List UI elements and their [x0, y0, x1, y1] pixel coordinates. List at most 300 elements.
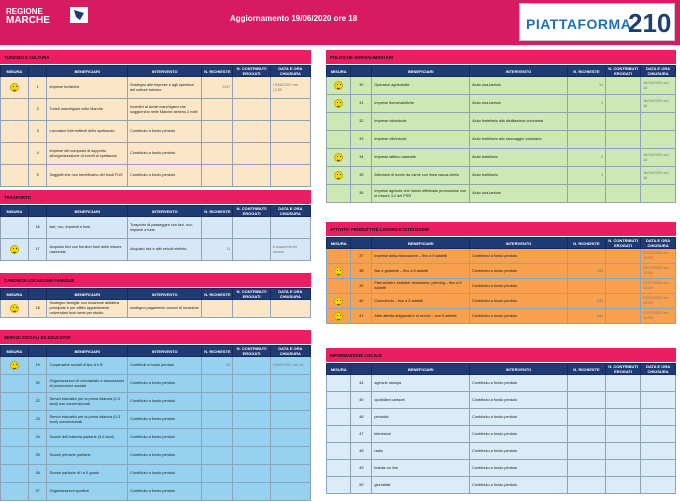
col-number-cell: 27: [28, 483, 47, 501]
col-richieste-cell: 3: [567, 167, 605, 185]
col-number-cell: 25: [28, 447, 47, 465]
col-intervento-cell: Aiuto una-tantum: [470, 95, 568, 113]
col-contributi-cell: [606, 294, 641, 309]
col-number-cell: 20: [28, 375, 47, 393]
col-contributi-cell: [606, 460, 641, 477]
col-beneficiari-cell: televisioni: [372, 426, 470, 443]
col-contributi-cell: [606, 77, 641, 95]
table-row: [1, 483, 311, 501]
col-contributi-cell: [233, 465, 270, 483]
logo-line-1: REGIONE: [6, 7, 43, 16]
col-contributi-cell: [233, 300, 270, 318]
col-misura-header: MISURA: [1, 66, 29, 77]
col-contributi-cell: [606, 392, 641, 409]
col-number-cell: 41: [351, 309, 372, 324]
header-bar: [0, 0, 680, 45]
col-contributi-cell: [606, 426, 641, 443]
smiley-icon: [334, 171, 343, 180]
col-misura-cell: [327, 185, 351, 203]
table-row: [327, 279, 676, 294]
col-misura-cell: [1, 483, 29, 501]
col-beneficiari-cell: giornalisti: [372, 477, 470, 494]
col-number-cell: 32: [351, 113, 372, 131]
col-intervento-cell: Contributo a fondo perduto: [470, 279, 568, 294]
section-turismo-cultura: [0, 50, 311, 182]
col-richieste-cell: [202, 447, 233, 465]
col-richieste-cell: [567, 113, 605, 131]
col-beneficiari-cell: Soggetti che non beneficiano dei fondi FUS: [47, 165, 128, 187]
table-row: [327, 95, 676, 113]
col-beneficiari-cell: Altre attività artigianali e di servizi – con 5 addetti: [372, 309, 470, 324]
col-data-cell: A esaurimento risorse: [270, 239, 310, 261]
col-intervento-cell: Contributo a fondo perduto: [128, 143, 202, 165]
col-beneficiari-cell: Imprese lattiero casearie: [372, 149, 470, 167]
measures-table: [0, 205, 311, 261]
col-intervento-cell: Aiuto forfettario: [470, 167, 568, 185]
smiley-icon: [334, 312, 343, 321]
region-emblem-icon: [70, 7, 88, 23]
col-richieste-cell: [567, 426, 605, 443]
col-contributi-cell: [233, 165, 270, 187]
col-beneficiari-cell: taxi, ncc, impianti a fune: [47, 217, 128, 239]
col-data-cell: [270, 465, 310, 483]
col-richieste-cell: [567, 185, 605, 203]
col-intervento-cell: Contributo a fondo perduto: [128, 165, 202, 187]
col-number-header: [351, 66, 372, 77]
col-misura-header: MISURA: [327, 66, 351, 77]
col-intervento-cell: Contributo a fondo perduto: [470, 392, 568, 409]
col-misura-cell: [327, 95, 351, 113]
col-data-cell: 07/07/2020 ore 12:59: [641, 294, 676, 309]
col-contributi-cell: [233, 447, 270, 465]
col-misura-cell: [327, 294, 351, 309]
col-beneficiari-header: BENEFICIARI: [372, 238, 470, 249]
col-contributi-cell: [233, 357, 270, 375]
section-title: POLITICHE AGROALIMENTARI: [326, 50, 676, 64]
table-header-row: [1, 66, 311, 77]
table-row: [327, 149, 676, 167]
col-data-cell: [270, 375, 310, 393]
col-misura-header: MISURA: [1, 346, 29, 357]
col-intervento-cell: Contributo a fondo perduto: [470, 443, 568, 460]
col-contributi-cell: [606, 279, 641, 294]
table-row: [1, 300, 311, 318]
col-contributi-cell: [233, 77, 270, 99]
col-beneficiari-cell: agenzie stampa: [372, 375, 470, 392]
smiley-icon: [334, 267, 343, 276]
col-data-cell: [641, 375, 676, 392]
col-beneficiari-header: BENEFICIARI: [47, 206, 128, 217]
piattaforma-logo: [519, 3, 675, 41]
col-contributi-cell: [606, 309, 641, 324]
col-data-cell: 07/07/2020 ore 12:59: [641, 264, 676, 279]
col-richieste-cell: [202, 465, 233, 483]
col-contributi-cell: [233, 429, 270, 447]
col-misura-cell: [327, 477, 351, 494]
table-header-row: [327, 66, 676, 77]
col-contributi-header: N. CONTRIBUTI EROGATI: [233, 206, 270, 217]
col-misura-cell: [327, 392, 351, 409]
col-intervento-header: INTERVENTO: [128, 66, 202, 77]
measures-table: [0, 345, 311, 501]
table-row: [327, 294, 676, 309]
col-number-cell: 40: [351, 294, 372, 309]
col-intervento-header: INTERVENTO: [128, 346, 202, 357]
table-header-row: [327, 238, 676, 249]
col-misura-cell: [327, 113, 351, 131]
col-intervento-cell: Contributo a fondo perduto: [470, 375, 568, 392]
col-richieste-header: N. RICHIESTE: [567, 364, 605, 375]
col-richieste-header: N. RICHIESTE: [202, 289, 233, 300]
col-intervento-cell: Contributo a fondo perduto: [470, 460, 568, 477]
col-contributi-cell: [606, 477, 641, 494]
col-beneficiari-cell: Organizzazioni di volontariato e associazioni di promozione sociale: [47, 375, 128, 393]
col-misura-cell: [1, 393, 29, 411]
col-beneficiari-cell: Sostegno famiglie con locazione abitativa principale e per affitto appartamenti universitari fuori sede per studio: [47, 300, 128, 318]
col-number-header: [351, 364, 372, 375]
col-intervento-cell: Contributo a fondo perduto: [470, 477, 568, 494]
col-number-cell: 34: [351, 149, 372, 167]
col-contributi-header: N. CONTRIBUTI EROGATI: [606, 238, 641, 249]
col-data-cell: [641, 185, 676, 203]
col-contributi-cell: [606, 149, 641, 167]
col-richieste-cell: 93: [202, 357, 233, 375]
col-number-cell: 37: [351, 249, 372, 264]
col-intervento-cell: Incentivi ai turisti marchigiani che soggiornino nelle Marche almeno 2 notti: [128, 99, 202, 121]
col-misura-cell: [327, 309, 351, 324]
col-data-cell: [641, 426, 676, 443]
section-canoni-locazione: [0, 273, 311, 320]
table-row: [327, 309, 676, 324]
col-beneficiari-header: BENEFICIARI: [372, 66, 470, 77]
col-data-cell: [270, 411, 310, 429]
col-misura-cell: [1, 77, 29, 99]
col-intervento-header: INTERVENTO: [470, 238, 568, 249]
col-misura-cell: [1, 357, 29, 375]
col-intervento-cell: Aiuto forfettario allo stoccaggio volontario: [470, 131, 568, 149]
col-misura-cell: [327, 443, 351, 460]
col-contributi-header: N. CONTRIBUTI EROGATI: [233, 289, 270, 300]
col-data-header: DATA E ORA CHIUSURA: [641, 66, 676, 77]
col-intervento-header: INTERVENTO: [128, 289, 202, 300]
table-row: [327, 409, 676, 426]
col-data-cell: [270, 300, 310, 318]
col-beneficiari-cell: Imprese florovivaistiche: [372, 95, 470, 113]
section-title: ATTIVITA' PRODUTTIVE LAVORO E ISTRUZIONE: [326, 222, 676, 236]
col-intervento-cell: Acquisto bici e altri veicoli elettrici: [128, 239, 202, 261]
smiley-icon: [10, 304, 19, 313]
col-data-cell: [641, 460, 676, 477]
col-beneficiari-cell: Cooperative sociali di tipo A e B: [47, 357, 128, 375]
smiley-icon: [334, 99, 343, 108]
table-row: [327, 167, 676, 185]
col-data-cell: 16/06/2020 ore 16: [641, 95, 676, 113]
section-title: TRASPORTO: [0, 190, 311, 204]
col-richieste-cell: [567, 131, 605, 149]
col-misura-cell: [1, 217, 29, 239]
col-richieste-cell: 258: [567, 264, 605, 279]
col-misura-header: MISURA: [1, 289, 29, 300]
col-number-cell: 35: [351, 167, 372, 185]
col-richieste-cell: [202, 99, 233, 121]
col-data-cell: 07/07/2020 ore 12:59: [641, 249, 676, 264]
smiley-icon: [334, 81, 343, 90]
col-misura-cell: [1, 447, 29, 465]
col-beneficiari-cell: radio: [372, 443, 470, 460]
col-number-cell: 47: [351, 426, 372, 443]
col-data-cell: [270, 447, 310, 465]
col-beneficiari-cell: Imprese della ristorazione – fino a 9 addetti: [372, 249, 470, 264]
col-number-cell: 33: [351, 131, 372, 149]
col-number-cell: 2: [28, 99, 47, 121]
col-contributi-cell: [233, 121, 270, 143]
col-number-cell: 46: [351, 409, 372, 426]
col-intervento-header: INTERVENTO: [470, 66, 568, 77]
col-data-header: DATA E ORA CHIUSURA: [641, 364, 676, 375]
col-misura-cell: [1, 300, 29, 318]
col-misura-cell: [1, 375, 29, 393]
col-richieste-cell: 11: [202, 239, 233, 261]
col-data-cell: [641, 392, 676, 409]
section-title: SERVIZI SOCIALI ED EDUCATIVI: [0, 330, 311, 344]
section-attivita-produttive: [326, 222, 676, 334]
col-intervento-cell: Contributo a fondo perduto: [128, 483, 202, 501]
table-row: [327, 77, 676, 95]
col-richieste-cell: [202, 300, 233, 318]
brand-number: 210: [628, 8, 672, 38]
col-intervento-cell: Contributo a fondo perduto: [128, 375, 202, 393]
col-intervento-cell: Contributo a fondo perduto: [470, 294, 568, 309]
col-number-header: [351, 238, 372, 249]
col-contributi-cell: [233, 143, 270, 165]
col-number-cell: 50: [351, 477, 372, 494]
col-intervento-cell: Contributo a fondo perduto: [128, 429, 202, 447]
col-data-cell: 16/06/2020 ore 16: [641, 167, 676, 185]
col-number-cell: 38: [351, 264, 372, 279]
col-richieste-cell: 1267: [202, 77, 233, 99]
col-misura-header: MISURA: [327, 364, 351, 375]
col-richieste-cell: [567, 279, 605, 294]
col-number-cell: 31: [351, 95, 372, 113]
col-data-cell: [641, 113, 676, 131]
regione-marche-logo: [4, 3, 90, 27]
col-misura-cell: [1, 411, 29, 429]
col-intervento-cell: Contributo a fondo perduto: [470, 426, 568, 443]
col-number-header: [28, 66, 47, 77]
col-misura-cell: [327, 460, 351, 477]
col-data-cell: 16/06/2020 ore 16: [641, 149, 676, 167]
col-data-cell: [270, 165, 310, 187]
col-misura-cell: [327, 409, 351, 426]
col-data-cell: [270, 483, 310, 501]
col-number-cell: 48: [351, 443, 372, 460]
col-number-cell: 22: [28, 393, 47, 411]
col-number-cell: 19: [28, 357, 47, 375]
col-number-cell: 24: [28, 429, 47, 447]
col-intervento-cell: Contributo a fondo perduto: [470, 264, 568, 279]
update-timestamp: Aggiornamento 19/06/2020 ore 18: [230, 14, 358, 23]
table-row: [1, 217, 311, 239]
col-intervento-cell: Contributo a fondo perduto: [470, 409, 568, 426]
col-beneficiari-cell: Parrucchieri, estetisti, benessere, piercing – fino a 9 addetti: [372, 279, 470, 294]
col-intervento-cell: Aiuto forfettario alla distillazione volontaria: [470, 113, 568, 131]
col-richieste-cell: [567, 375, 605, 392]
col-data-cell: [641, 131, 676, 149]
table-row: [1, 447, 311, 465]
table-row: [1, 465, 311, 483]
section-informazione-locale: [326, 348, 676, 502]
col-misura-cell: [327, 264, 351, 279]
col-misura-cell: [327, 426, 351, 443]
section-title: INFORMAZIONE LOCALE: [326, 348, 676, 362]
section-servizi-sociali: [0, 330, 311, 502]
col-intervento-cell: Contributo a fondo perduto: [128, 465, 202, 483]
col-beneficiari-cell: Scuole paritarie di I e II grado: [47, 465, 128, 483]
col-contributi-cell: [606, 249, 641, 264]
table-row: [1, 393, 311, 411]
col-intervento-cell: Contributo a fondo perduto: [470, 309, 568, 324]
table-row: [1, 411, 311, 429]
col-richieste-cell: [567, 409, 605, 426]
col-richieste-cell: [567, 249, 605, 264]
col-number-cell: 39: [351, 279, 372, 294]
col-number-cell: 36: [351, 185, 372, 203]
col-beneficiari-cell: periodici: [372, 409, 470, 426]
section-title: CANONI DI LOCAZIONE FAMIGLIE: [0, 273, 311, 287]
col-richieste-cell: 543: [567, 309, 605, 324]
col-richieste-cell: [567, 392, 605, 409]
col-richieste-cell: [202, 165, 233, 187]
col-data-cell: 19/06/2020 ore 12:59: [270, 77, 310, 99]
col-number-cell: 30: [351, 77, 372, 95]
col-beneficiari-cell: Operatori agrituristici: [372, 77, 470, 95]
col-misura-cell: [1, 165, 29, 187]
col-misura-header: MISURA: [1, 206, 29, 217]
col-richieste-cell: [567, 460, 605, 477]
col-data-cell: [270, 121, 310, 143]
table-row: [1, 429, 311, 447]
col-beneficiari-header: BENEFICIARI: [47, 66, 128, 77]
col-contributi-cell: [233, 99, 270, 121]
table-row: [1, 77, 311, 99]
col-beneficiari-cell: Imprese del comparto di supporto all'organizzazione di eventi di spettacolo: [47, 143, 128, 165]
table-row: [327, 477, 676, 494]
col-data-cell: [270, 143, 310, 165]
col-misura-cell: [1, 99, 29, 121]
col-data-header: DATA E ORA CHIUSURA: [270, 346, 310, 357]
col-misura-cell: [1, 429, 29, 447]
col-number-cell: 49: [351, 460, 372, 477]
logo-line-2: MARCHE: [6, 15, 50, 26]
col-number-cell: 26: [28, 465, 47, 483]
col-contributi-header: N. CONTRIBUTI EROGATI: [606, 364, 641, 375]
col-number-cell: 18: [28, 300, 47, 318]
col-data-cell: [641, 443, 676, 460]
col-misura-cell: [327, 149, 351, 167]
col-richieste-header: N. RICHIESTE: [202, 206, 233, 217]
table-row: [327, 460, 676, 477]
col-beneficiari-cell: Scuole dell'infanzia paritarie (3-6 anni): [47, 429, 128, 447]
col-intervento-cell: Sostegno alle imprese e agli operatori del settore turismo: [128, 77, 202, 99]
col-data-cell: [270, 99, 310, 121]
col-data-cell: [270, 217, 310, 239]
measures-table: [0, 65, 311, 187]
col-data-cell: [270, 429, 310, 447]
col-data-header: DATA E ORA CHIUSURA: [641, 238, 676, 249]
col-intervento-cell: Contributi a fondo perduto: [128, 357, 202, 375]
col-richieste-header: N. RICHIESTE: [202, 346, 233, 357]
table-row: [1, 121, 311, 143]
col-misura-cell: [327, 375, 351, 392]
col-contributi-header: N. CONTRIBUTI EROGATI: [233, 66, 270, 77]
col-richieste-cell: [202, 429, 233, 447]
col-beneficiari-cell: Commercio – fino a 5 addetti: [372, 294, 470, 309]
table-row: [327, 375, 676, 392]
col-misura-cell: [327, 167, 351, 185]
col-richieste-cell: [202, 483, 233, 501]
col-intervento-cell: sostegno pagamento canoni di locazione: [128, 300, 202, 318]
col-contributi-cell: [606, 409, 641, 426]
col-misura-cell: [1, 121, 29, 143]
col-contributi-cell: [606, 443, 641, 460]
col-intervento-cell: Aiuto forfettario: [470, 149, 568, 167]
table-row: [1, 357, 311, 375]
col-beneficiari-cell: Imprese vitivinicole: [372, 131, 470, 149]
col-number-cell: 3: [28, 121, 47, 143]
col-richieste-cell: 4: [567, 95, 605, 113]
table-row: [327, 249, 676, 264]
col-intervento-header: INTERVENTO: [470, 364, 568, 375]
table-row: [327, 131, 676, 149]
table-row: [327, 113, 676, 131]
table-header-row: [1, 346, 311, 357]
col-contributi-cell: [606, 113, 641, 131]
col-misura-cell: [1, 143, 29, 165]
col-intervento-cell: Contributo a fondo perduto: [128, 393, 202, 411]
col-beneficiari-header: BENEFICIARI: [47, 289, 128, 300]
smiley-icon: [10, 83, 19, 92]
table-row: [1, 375, 311, 393]
col-beneficiari-cell: Servizi educativi per la prima infanzia (0-3 anni) convenzionati: [47, 411, 128, 429]
col-number-cell: 16: [28, 217, 47, 239]
col-contributi-cell: [606, 131, 641, 149]
col-contributi-cell: [233, 411, 270, 429]
col-contributi-cell: [233, 393, 270, 411]
col-number-cell: 4: [28, 143, 47, 165]
col-number-header: [28, 206, 47, 217]
col-intervento-cell: Contributo a fondo perduto: [128, 411, 202, 429]
table-row: [327, 185, 676, 203]
col-misura-cell: [327, 77, 351, 95]
col-richieste-cell: [202, 411, 233, 429]
col-richieste-cell: 2: [567, 149, 605, 167]
col-beneficiari-cell: Bar e gelaterie – fino a 9 addetti: [372, 264, 470, 279]
col-contributi-cell: [606, 264, 641, 279]
col-intervento-cell: Trasporto di passeggeri con taxi, ncc, impianti a fune: [128, 217, 202, 239]
col-beneficiari-cell: testate on line: [372, 460, 470, 477]
col-beneficiari-cell: Servizi educativi per la prima infanzia (0-3 anni) non convenzionati: [47, 393, 128, 411]
col-beneficiari-header: BENEFICIARI: [372, 364, 470, 375]
col-number-header: [28, 346, 47, 357]
table-header-row: [327, 364, 676, 375]
col-beneficiari-cell: Allevatori di bovini da carne con linea vacca-vitello: [372, 167, 470, 185]
col-data-header: DATA E ORA CHIUSURA: [270, 66, 310, 77]
col-contributi-header: N. CONTRIBUTI EROGATI: [606, 66, 641, 77]
col-intervento-cell: Aiuto una-tantum: [470, 77, 568, 95]
col-data-header: DATA E ORA CHIUSURA: [270, 206, 310, 217]
table-row: [327, 264, 676, 279]
smiley-icon: [334, 297, 343, 306]
